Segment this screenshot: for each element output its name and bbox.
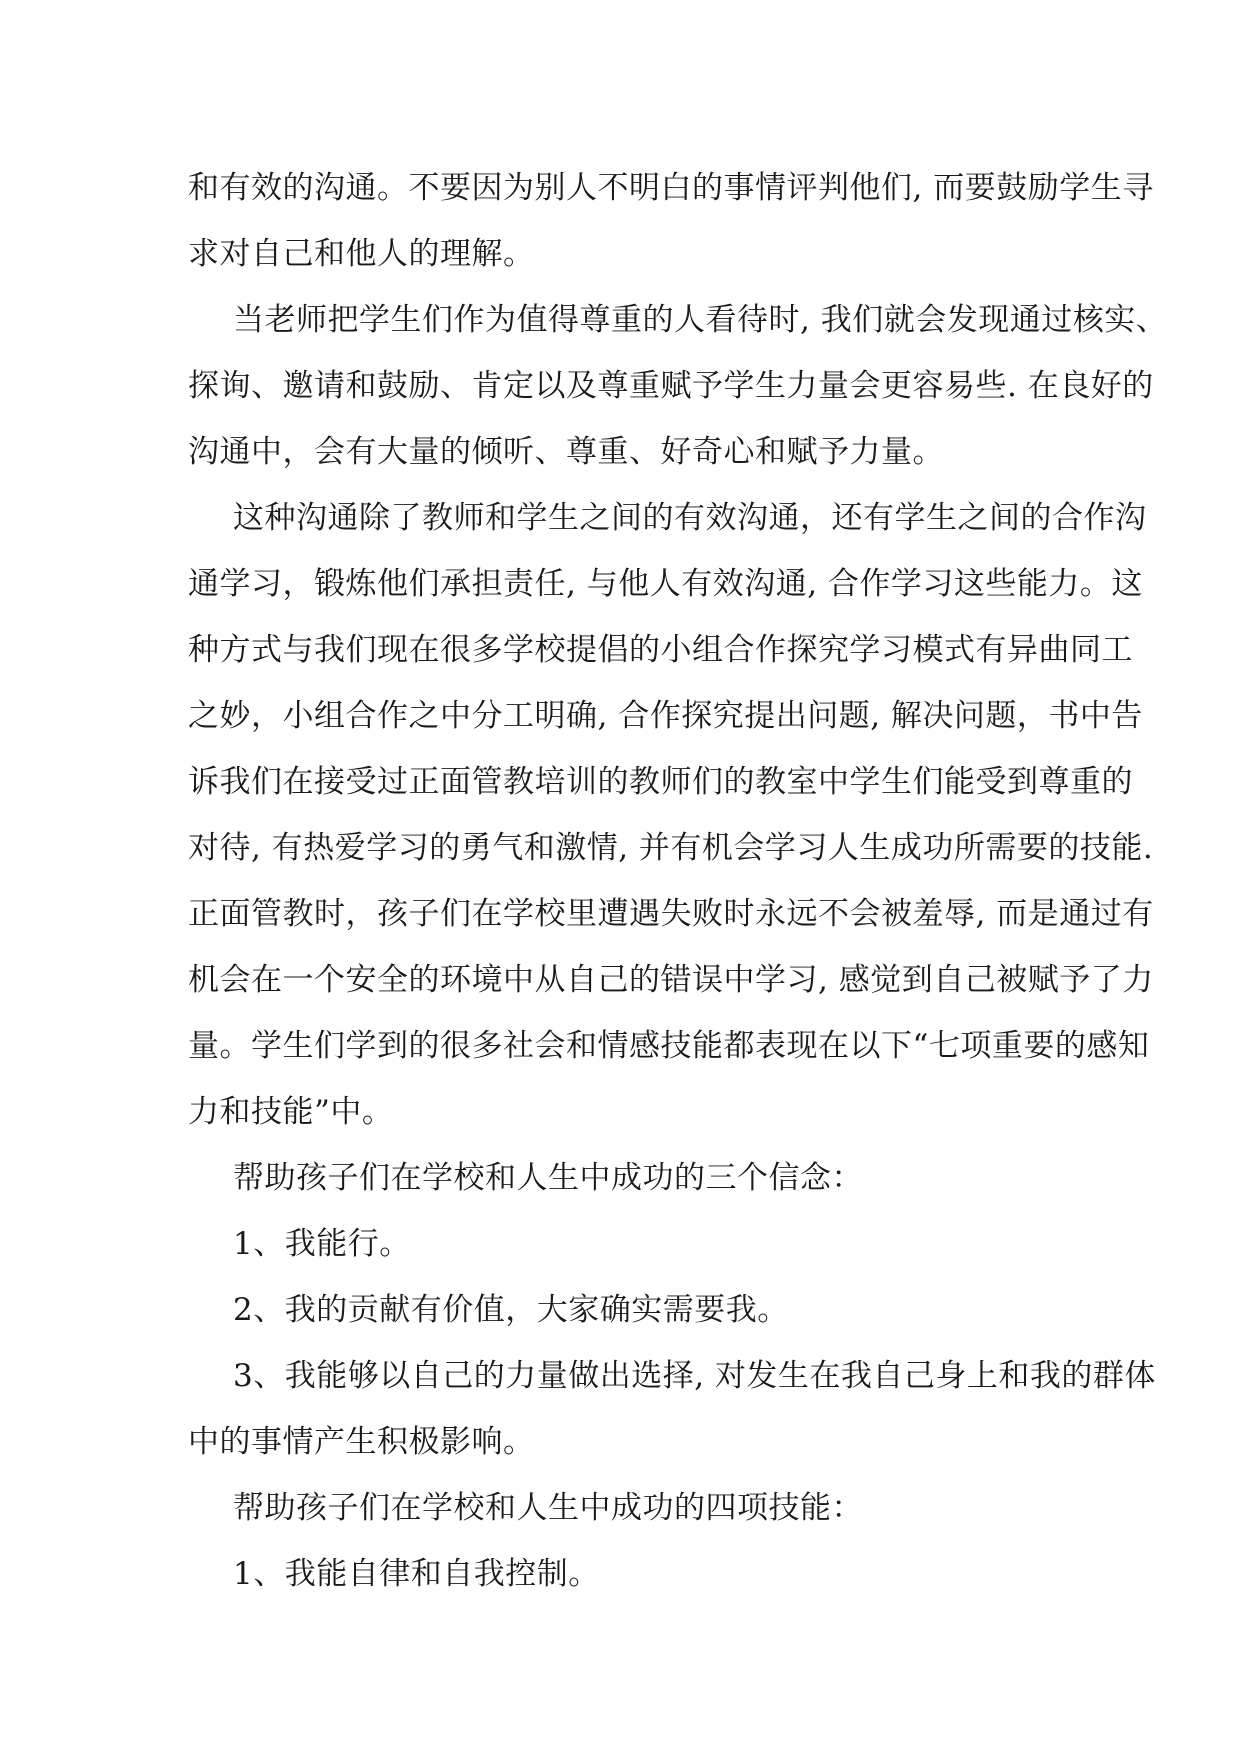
text-line: 沟通中，会有大量的倾听、尊重、好奇心和赋予力量。: [188, 434, 944, 470]
list-item: 1、我能自律和自我控制。: [233, 1556, 600, 1592]
text-line: 正面管教时，孩子们在学校里遭遇失败时永远不会被羞辱, 而是通过有: [188, 896, 1154, 932]
text-line: 之妙，小组合作之中分工明确, 合作探究提出问题, 解决问题，书中告: [188, 698, 1143, 734]
text-line: 对待, 有热爱学习的勇气和激情, 并有机会学习人生成功所需要的技能.: [188, 830, 1154, 866]
text-line: 求对自己和他人的理解。: [188, 236, 535, 272]
text-line: 帮助孩子们在学校和人生中成功的三个信念：: [233, 1160, 863, 1196]
text-line: 帮助孩子们在学校和人生中成功的四项技能：: [233, 1490, 863, 1526]
text-line: 和有效的沟通。不要因为别人不明白的事情评判他们, 而要鼓励学生寻: [188, 170, 1154, 206]
text-line: 诉我们在接受过正面管教培训的教师们的教室中学生们能受到尊重的: [188, 764, 1133, 800]
text-line: 通学习，锻炼他们承担责任, 与他人有效沟通, 合作学习这些能力。这: [188, 566, 1143, 602]
text-line: 探询、邀请和鼓励、肯定以及尊重赋予学生力量会更容易些. 在良好的: [188, 368, 1154, 404]
text-line: 中的事情产生积极影响。: [188, 1424, 535, 1460]
text-line: 这种沟通除了教师和学生之间的有效沟通，还有学生之间的合作沟: [233, 500, 1147, 536]
list-item: 3、我能够以自己的力量做出选择, 对发生在我自己身上和我的群体: [233, 1358, 1156, 1394]
text-line: 当老师把学生们作为值得尊重的人看待时, 我们就会发现通过核实、: [233, 302, 1168, 338]
text-line: 力和技能”中。: [188, 1094, 394, 1130]
text-line: 种方式与我们现在很多学校提倡的小组合作探究学习模式有异曲同工: [188, 632, 1133, 668]
document-body: [188, 155, 1168, 1607]
list-item: 1、我能行。: [233, 1226, 411, 1262]
list-item: 2、我的贡献有价值，大家确实需要我。: [233, 1292, 789, 1328]
text-line: 机会在一个安全的环境中从自己的错误中学习, 感觉到自己被赋予了力: [188, 962, 1154, 998]
text-line: 量。学生们学到的很多社会和情感技能都表现在以下“七项重要的感知: [188, 1028, 1150, 1064]
